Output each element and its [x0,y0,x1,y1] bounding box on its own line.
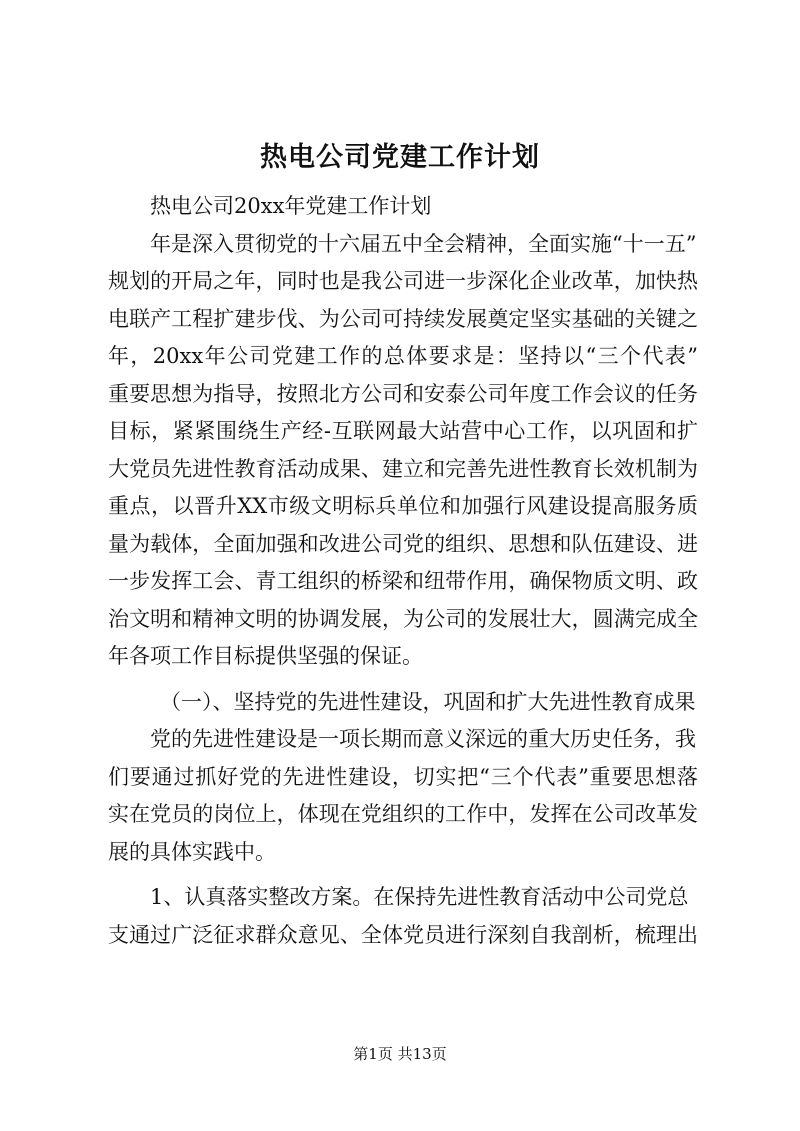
paragraph-line: 年，20xx年公司党建工作的总体要求是：坚持以“三个代表” [108,344,698,368]
page-number: 第1页 共13页 [353,1045,447,1063]
paragraph-line: 党的先进性建设是一项长期而意义深远的重大历史任务，我 [150,727,696,751]
document-title: 热电公司党建工作计划 [260,142,540,173]
section-heading: （一）、坚持党的先进性建设，巩固和扩大先进性教育成果 [160,689,696,714]
subtitle-line: 热电公司20xx年党建工作计划 [150,194,432,218]
paragraph-line: 年是深入贯彻党的十六届五中全会精神，全面实施“十一五” [150,231,697,256]
paragraph-line: 重要思想为指导，按照北方公司和安泰公司年度工作会议的任务 [108,381,698,406]
paragraph-line: 1、认真落实整改方案。在保持先进性教育活动中公司党总 [150,885,689,909]
paragraph-line: 们要通过抓好党的先进性建设，切实把“三个代表”重要思想落 [108,764,698,789]
document-body [108,188,698,954]
paragraph-line: 大党员先进性教育活动成果、建立和完善先进性教育长效机制为 [108,456,698,481]
paragraph-line: 年各项工作目标提供坚强的保证。 [108,644,423,668]
paragraph-line: 治文明和精神文明的协调发展，为公司的发展壮大，圆满完成全 [108,606,698,631]
paragraph-gap [108,676,698,684]
paragraph-line: 展的具体实践中。 [108,839,276,864]
paragraph-line: 电联产工程扩建步伐、为公司可持续发展奠定坚实基础的关键之 [108,306,698,331]
paragraph-line: 实在党员的岗位上，体现在党组织的工作中，发挥在公司改革发 [108,802,698,826]
paragraph-line: 量为载体，全面加强和改进公司党的组织、思想和队伍建设、进 [108,531,698,556]
paragraph-line: 目标，紧紧围绕生产经-互联网最大站营中心工作，以巩固和扩 [108,419,698,443]
paragraph-line: 规划的开局之年，同时也是我公司进一步深化企业改革，加快热 [108,269,698,293]
paragraph-line: 重点，以晋升XX市级文明标兵单位和加强行风建设提高服务质 [108,494,698,518]
paragraph-line: 支通过广泛征求群众意见、全体党员进行深刻自我剖析，梳理出 [108,922,698,947]
paragraph-gap [108,871,698,879]
paragraph-line: 一步发挥工会、青工组织的桥梁和纽带作用，确保物质文明、政 [108,569,698,593]
